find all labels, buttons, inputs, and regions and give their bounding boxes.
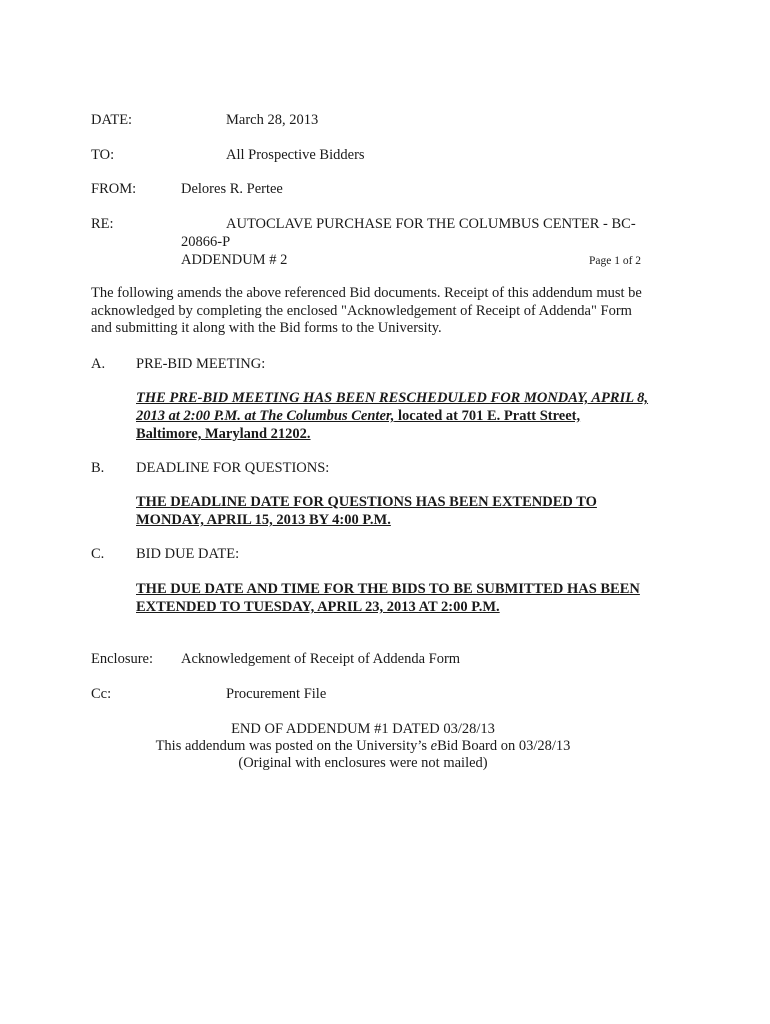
enclosure-value: Acknowledgement of Receipt of Addenda Form — [181, 651, 461, 667]
cc-label: Cc: — [91, 686, 112, 702]
footer-posted-note — [0, 737, 726, 755]
from-value: Delores R. Pertee — [181, 181, 283, 197]
enclosure-label: Enclosure: — [91, 651, 154, 667]
section-a-title: PRE-BID MEETING: — [136, 356, 266, 372]
section-c-title: BID DUE DATE: — [136, 546, 240, 562]
footer-end-of-addendum: END OF ADDENDUM #1 DATED 03/28/13 — [231, 721, 495, 737]
page-number: Page 1 of 2 — [589, 255, 642, 267]
section-a-line3: Baltimore, Maryland 21202. — [136, 426, 311, 442]
date-value: March 28, 2013 — [226, 112, 319, 128]
section-c-line2: EXTENDED TO TUESDAY, APRIL 23, 2013 AT 2:00 P.M. — [136, 599, 500, 615]
footer-posted-prefix: This addendum was posted on the University’s — [155, 738, 431, 754]
intro-line: acknowledged by completing the enclosed "Acknowledgement of Receipt of Addenda" Form — [91, 302, 632, 319]
section-a-line1: THE PRE-BID MEETING HAS BEEN RESCHEDULED FOR MONDAY, APRIL 8, — [136, 390, 649, 406]
to-value: All Prospective Bidders — [226, 147, 365, 163]
date-label: DATE: — [91, 112, 133, 128]
section-b-title: DEADLINE FOR QUESTIONS: — [136, 460, 330, 476]
section-b-line2: MONDAY, APRIL 15, 2013 BY 4:00 P.M. — [136, 512, 391, 528]
addendum-number: ADDENDUM # 2 — [181, 252, 288, 268]
section-a-letter: A. — [91, 356, 106, 372]
section-a-body — [136, 389, 696, 443]
intro-line: The following amends the above referenced Bid documents. Receipt of this addendum must be — [91, 285, 642, 301]
re-subject-line1: AUTOCLAVE PURCHASE FOR THE COLUMBUS CENTER - BC- — [226, 216, 636, 232]
section-c-letter: C. — [91, 546, 105, 562]
footer-mail-note: (Original with enclosures were not mailed) — [238, 755, 488, 771]
cc-value: Procurement File — [226, 686, 327, 702]
section-a-line2-italic: 2013 at 2:00 P.M. at The Columbus Center, — [136, 408, 395, 424]
section-b-line1: THE DEADLINE DATE FOR QUESTIONS HAS BEEN EXTENDED TO — [136, 494, 597, 510]
footer-posted-italic: e — [430, 738, 438, 754]
intro-line: and submitting it along with the Bid forms to the University. — [91, 320, 442, 336]
section-c-body — [136, 580, 696, 616]
section-c-line1: THE DUE DATE AND TIME FOR THE BIDS TO BE SUBMITTED HAS BEEN — [136, 581, 640, 597]
section-b-body — [136, 493, 696, 529]
section-b-letter: B. — [91, 460, 105, 476]
re-label: RE: — [91, 216, 114, 232]
to-label: TO: — [91, 147, 115, 163]
section-a-line2 — [136, 407, 696, 425]
section-a-line2-rest: located at 701 E. Pratt Street, — [394, 408, 581, 424]
from-label: FROM: — [91, 181, 137, 197]
re-subject-line2: 20866-P — [181, 234, 231, 250]
footer-posted-suffix: Bid Board on 03/28/13 — [437, 738, 571, 754]
intro-paragraph — [91, 285, 691, 338]
